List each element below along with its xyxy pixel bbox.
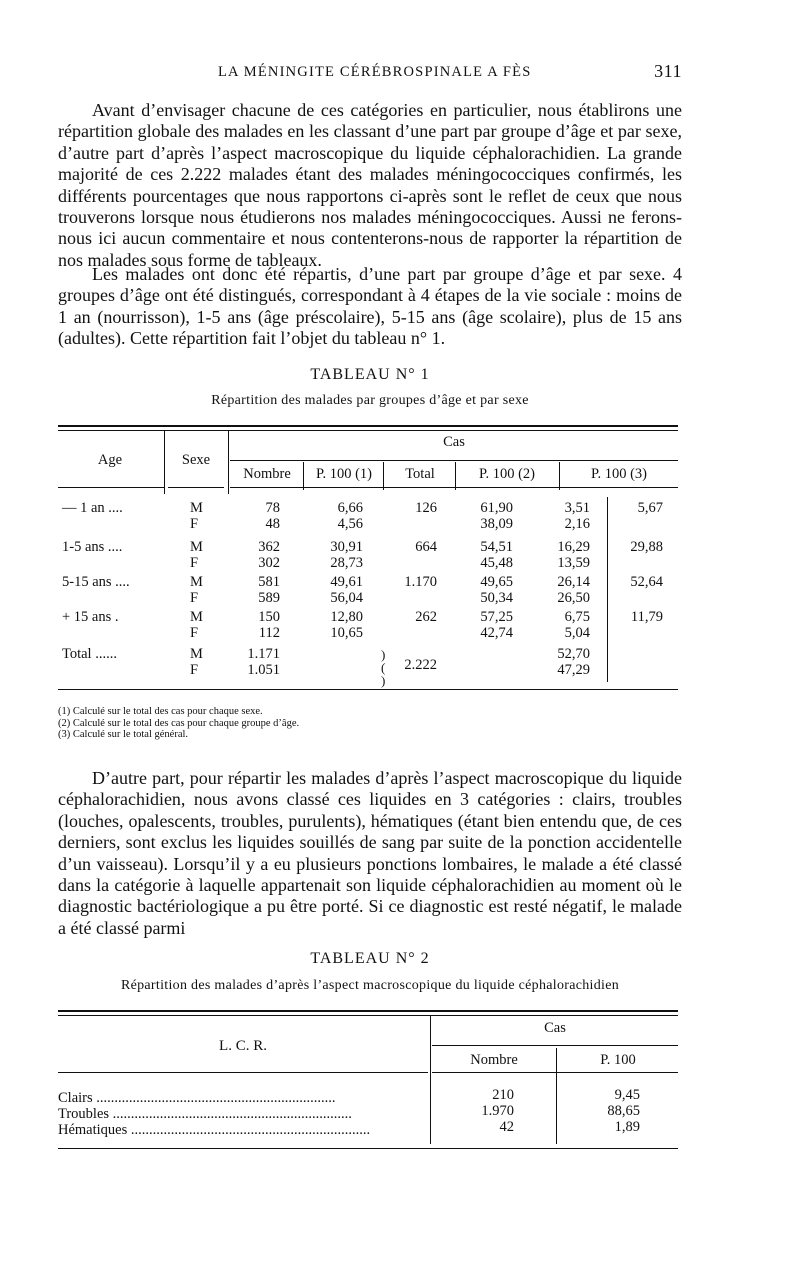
table2-header-p100: P. 100 [600,1052,636,1068]
table1-p1: 6,66 [337,500,363,516]
table1-header-total: Total [405,466,435,482]
table1-brace-top: ) [381,647,386,662]
table1-p2: 57,25 [480,609,513,625]
paragraph-2: Les malades ont donc été répartis, d’une part par groupe d’âge et par sexe. 4 groupes d’âge ont été distingués, correspondant à 4 étapes de la vie sociale : moins de 1 an (nourrisson), 1-5 ans (âge préscolaire), 5-15 ans (âge scolaire), plus de 15 ans (adultes). Cette répartition fait l’objet du tableau n° 1. [58,264,682,349]
running-title: LA MÉNINGITE CÉRÉBROSPINALE A FÈS [218,64,532,80]
table1-sexe: M [190,500,203,516]
table1-age-label: 1-5 ans .... [62,539,123,555]
table1-vrule-nombre [303,462,304,490]
table1-nombre: 78 [265,500,280,516]
table2-cas-rule [432,1045,678,1046]
table2-header-lcr: L. C. R. [219,1038,267,1054]
table1-sexe: F [190,590,199,606]
table1-p3: 13,59 [557,555,590,571]
table1-sexe: F [190,555,199,571]
table1-sexe-rule [168,487,224,488]
table1-vrule-sexe [228,430,229,494]
table2-header-cas: Cas [544,1020,566,1036]
table1-p2: 61,90 [480,500,513,516]
table1-note: (1) Calculé sur le total des cas pour chaque sexe. [58,706,263,717]
table1-sexe: M [190,646,203,662]
table1-nombre: 1.051 [247,662,280,678]
table2-top-rule [58,1010,678,1012]
table1-total-label: Total ...... [62,646,117,662]
table1-nombre: 112 [258,625,280,641]
table1-header-p3: P. 100 (3) [591,466,647,482]
table1-p2: 50,34 [480,590,513,606]
table1-vrule-age [164,430,165,494]
table1-p2: 38,09 [480,516,513,532]
table1-nombre: 150 [258,609,280,625]
table1-sexe: F [190,625,199,641]
table1-p2: 42,74 [480,625,513,641]
table1-nombre: 1.171 [247,646,280,662]
table1-header-sexe: Sexe [181,452,211,468]
table2-p100: 1,89 [614,1119,640,1135]
table1-vrule-p1 [383,462,384,490]
page-number: 311 [654,61,682,81]
table1-p3: 3,51 [564,500,590,516]
running-header [58,61,682,86]
table1-p3: 6,75 [564,609,590,625]
table1-sexe: F [190,662,199,678]
table1-p3: 2,16 [564,516,590,532]
table1-header-rule [230,487,678,488]
table1-total: 126 [415,500,437,516]
table1-nombre: 581 [258,574,280,590]
table2-row-label: Clairs .................................................................. [58,1090,336,1106]
table2-number: TABLEAU N° 2 [310,950,430,967]
table1-total: 1.170 [404,574,437,590]
table1-p3: 47,29 [557,662,590,678]
table1-top-rule [58,425,678,427]
table1-nombre: 48 [265,516,280,532]
paragraph-3: D’autre part, pour répartir les malades d’après l’aspect macroscopique du liquide céphalorachidien, nous avons classé ces liquides en 3 catégories : clairs, troubles (louches, opalescents, troubles, purulents), hématiques (étant bien entendu que, de ces derniers, sont exclus les liquides souillés de sang par suite de la ponction accidentelle d’un vaisseau). Lorsqu’il y a eu plusieurs ponctions lombaires, le malade a été classé dans la catégorie à laquelle appartenait son liquide céphalorachidien au moment où le diagnostic bactériologique a pu être porté. Si ce diagnostic est resté négatif, le malade a été classé parmi [58,768,682,938]
table2-bottom-rule [58,1148,678,1149]
table1-vrule-total [455,462,456,490]
table1-p3-total: 52,64 [630,574,663,590]
table1-p2: 45,48 [480,555,513,571]
table1-caption: Répartition des malades par groupes d’âge et par sexe [211,393,529,408]
table1-header-p1: P. 100 (1) [316,466,372,482]
table1-sexe: M [190,574,203,590]
table1-header-p2: P. 100 (2) [479,466,535,482]
table1-brace-mid: ( [381,660,386,675]
table2-header-rule [432,1072,678,1073]
table1-p3: 26,50 [557,590,590,606]
table1-p2: 54,51 [480,539,513,555]
table1-p3-total: 11,79 [630,609,663,625]
table2-vrule-lcr [430,1016,431,1144]
table1-p3: 26,14 [557,574,590,590]
table1-p3-total: 5,67 [637,500,663,516]
table1-number: TABLEAU N° 1 [310,366,430,383]
table1-p3-total: 29,88 [630,539,663,555]
table1-age-label: + 15 ans . [62,609,119,625]
table1-nombre: 362 [258,539,280,555]
table1-p1: 30,91 [330,539,363,555]
table1-cas-rule [230,460,678,461]
table1-total: 262 [415,609,437,625]
table1-sexe: M [190,609,203,625]
table1-nombre: 302 [258,555,280,571]
table1-vrule-p2 [559,462,560,490]
table1-p3: 52,70 [557,646,590,662]
table1-header-nombre: Nombre [243,466,291,482]
table1-total: 664 [415,539,437,555]
table1-notes [58,706,299,741]
table1-brace-bottom: ) [381,673,386,688]
table1-note: (2) Calculé sur le total des cas pour chaque groupe d’âge. [58,717,300,729]
table2-nombre: 1.970 [481,1103,514,1119]
table2-nombre: 210 [492,1087,514,1103]
table1-grand-total: 2.222 [404,657,437,673]
table2-lcr-rule [58,1072,428,1073]
table1-p1: 49,61 [330,574,363,590]
table1-age-label: — 1 an .... [62,500,123,516]
table1-p3: 16,29 [557,539,590,555]
table2-row-label: Troubles .................................................................. [58,1106,352,1122]
table1-note: (3) Calculé sur le total général. [58,729,189,740]
table1-p1: 28,73 [330,555,363,571]
table2-row-label: Hématiques .................................................................. [58,1122,371,1138]
table1-bottom-rule [58,689,678,690]
table1-header-cas: Cas [443,434,465,450]
table1-p1: 4,56 [337,516,363,532]
table2-vrule-nombre [556,1048,557,1144]
table1-sexe: F [190,516,199,532]
table1-vrule-p3 [607,497,608,682]
table1-p1: 10,65 [330,625,363,641]
table1-p1: 56,04 [330,590,363,606]
table2-p100: 88,65 [607,1103,640,1119]
table1-p1: 12,80 [330,609,363,625]
table1-age-rule [58,487,164,488]
table1-p3: 5,04 [564,625,590,641]
table2-header-nombre: Nombre [470,1052,518,1068]
table1-top-rule-2 [58,430,678,431]
table1-header-age: Age [97,452,123,468]
table2-nombre: 42 [499,1119,514,1135]
table1-sexe: M [190,539,203,555]
table2-caption: Répartition des malades d’après l’aspect macroscopique du liquide céphalorachidien [120,978,620,993]
paragraph-1: Avant d’envisager chacune de ces catégories en particulier, nous établirons une répartition globale des malades en les classant d’une part par groupe d’âge et par sexe, d’autre part d’après l’aspect macroscopique du liquide céphalorachidien. La grande majorité de ces 2.222 malades étant des malades méningococciques confirmés, les différents pourcentages que nous rapportons ci-après sont le reflet de ceux que nous trouverons lorsque nous étudierons nos malades méningococciques. Aussi ne ferons-nous ici aucun commentaire et nous contenterons-nous de rapporter la répartition de nos malades sous forme de tableaux. [58,100,682,270]
table1-p2: 49,65 [480,574,513,590]
table1-nombre: 589 [258,590,280,606]
table2-top-rule-2 [58,1015,678,1016]
table2-p100: 9,45 [614,1087,640,1103]
table1-age-label: 5-15 ans .... [62,574,130,590]
